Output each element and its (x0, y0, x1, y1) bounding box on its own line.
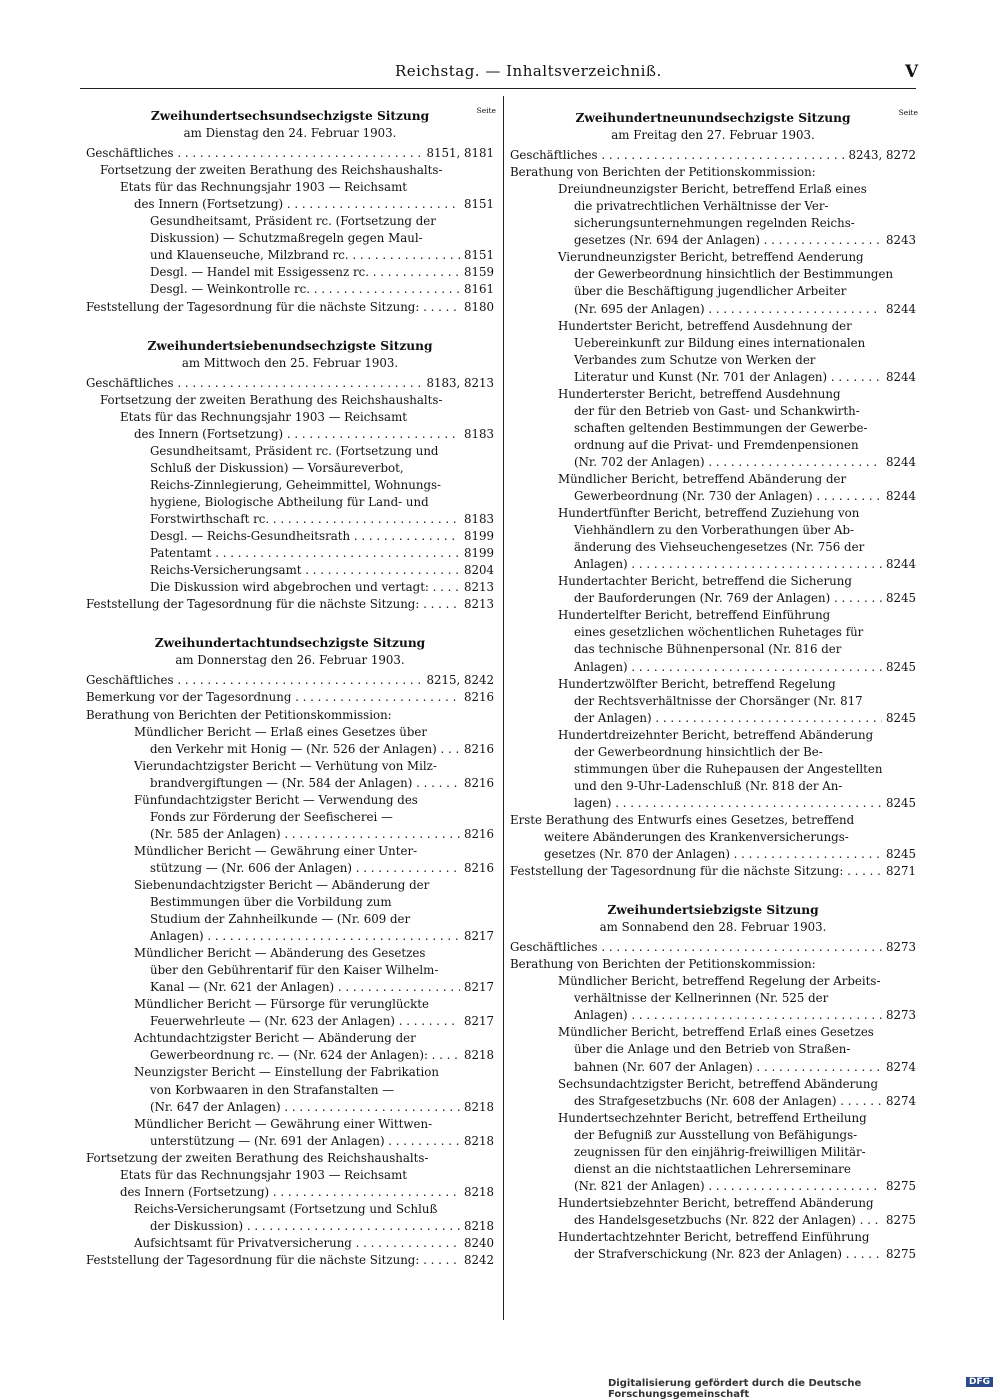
page-reference: 8183 (463, 426, 494, 441)
toc-entry (510, 488, 916, 505)
entry-text: Patentamt . . . (150, 545, 460, 562)
entry-text: unterstützung — (Nr. 691 der Anlagen) . . . (150, 1133, 460, 1150)
entry-text: Reichs-Versicherungsamt . . . (150, 562, 460, 579)
entry-text: Desgl. — Reichs-Gesundheitsrath . . . (150, 528, 460, 545)
toc-entry: Dreiundneunzigster Bericht, betreffend Erlaß eines (558, 182, 867, 197)
entry-text: (Nr. 702 der Anlagen) . . . (574, 454, 882, 471)
entry-text: des Innern (Fortsetzung) . . . (134, 196, 460, 213)
page-reference: 8199 (463, 529, 494, 544)
session-title: Zweihundertneunundsechzigste Sitzung (575, 111, 851, 125)
entry-text: Literatur und Kunst (Nr. 701 der Anlagen) . . . (574, 369, 882, 386)
entry-text: Forstwirthschaft rc. . . . (150, 511, 460, 528)
entry-text: gesetzes (Nr. 870 der Anlagen) . . . (544, 846, 882, 863)
seite-label: Seite (476, 106, 496, 115)
toc-entry: Mündlicher Bericht — Gewährung einer Wittwen- (134, 1116, 433, 1131)
toc-entry (510, 1246, 916, 1263)
entry-text: des Innern (Fortsetzung) . . . (134, 426, 460, 443)
page-reference: 8217 (463, 1014, 494, 1029)
toc-entry: das technische Bühnenpersonal (Nr. 816 der (574, 642, 842, 657)
entry-text: Geschäftliches . . . (510, 939, 882, 956)
toc-entry (510, 454, 916, 471)
toc-entry (510, 710, 916, 727)
entry-text: der Diskussion) . . . (150, 1218, 460, 1235)
toc-entry: Mündlicher Bericht, betreffend Erlaß eines Gesetzes (558, 1025, 874, 1040)
session-section (86, 108, 494, 316)
entry-text: der Anlagen) . . . (574, 710, 882, 727)
session-section (510, 110, 916, 880)
toc-entry (510, 1178, 916, 1195)
page-reference: 8215, 8242 (426, 673, 494, 688)
toc-entry: Reichs-Versicherungsamt (Fortsetzung und Schluß (134, 1201, 438, 1216)
session-section (510, 902, 916, 1263)
page-reference: 8217 (463, 929, 494, 944)
toc-entry: Hundertster Bericht, betreffend Ausdehnung der (558, 318, 852, 333)
toc-entry: Hundertsechzehnter Bericht, betreffend Ertheilung (558, 1110, 867, 1125)
toc-entry: Mündlicher Bericht — Gewährung einer Unter- (134, 843, 418, 858)
toc-entry (510, 1059, 916, 1076)
toc-entry: Fonds zur Förderung der Seefischerei — (150, 809, 393, 824)
page-reference: 8244 (885, 454, 916, 469)
entry-text: (Nr. 821 der Anlagen) . . . (574, 1178, 882, 1195)
toc-entry: sicherungsunternehmungen regelnden Reichs- (574, 216, 855, 231)
entry-text: Bemerkung vor der Tagesordnung . . . (86, 689, 460, 706)
page-reference: 8243, 8272 (848, 148, 916, 163)
entry-text: Feuerwehrleute — (Nr. 623 der Anlagen) . . . (150, 1013, 460, 1030)
entry-text: den Verkehr mit Honig — (Nr. 526 der Anlagen) . . . (150, 741, 460, 758)
toc-entry: von Korbwaaren in den Strafanstalten — (150, 1082, 394, 1097)
page-number: V (905, 62, 919, 82)
toc-entry: Verbandes zum Schutze von Werken der (574, 352, 816, 367)
toc-entry (510, 369, 916, 386)
toc-entry (86, 196, 494, 213)
toc-entry (510, 863, 916, 880)
session-date: am Donnerstag den 26. Februar 1903. (175, 653, 405, 668)
toc-entry: Hundertdreizehnter Bericht, betreffend Abänderung (558, 727, 874, 742)
page-reference: 8275 (885, 1247, 916, 1262)
toc-entry: Fünfundachtzigster Bericht — Verwendung des (134, 792, 418, 807)
toc-entry (86, 1047, 494, 1064)
page-reference: 8218 (463, 1184, 494, 1199)
session-date: am Dienstag den 24. Februar 1903. (183, 126, 397, 141)
session-title: Zweihundertachtundsechzigste Sitzung (154, 636, 426, 651)
toc-entry: Neunzigster Bericht — Einstellung der Fabrikation (134, 1065, 440, 1080)
toc-entry: weitere Abänderungen des Krankenversicherungs- (544, 829, 849, 844)
toc-entry (86, 247, 494, 264)
page-reference: 8245 (885, 710, 916, 725)
toc-entry (510, 846, 916, 863)
toc-entry (510, 232, 916, 249)
page-reference: 8216 (463, 690, 494, 705)
running-header: Reichstag. — Inhaltsverzeichniß. (395, 62, 662, 80)
toc-entry (86, 511, 494, 528)
right-column (510, 110, 916, 1285)
toc-entry: Diskussion) — Schutzmaßregeln gegen Maul- (150, 231, 423, 246)
entry-text: stützung — (Nr. 606 der Anlagen) . . . (150, 860, 460, 877)
page-reference: 8216 (463, 826, 494, 841)
entry-text: des Innern (Fortsetzung) . . . (120, 1184, 460, 1201)
toc-entry: Hundertachtzehnter Bericht, betreffend Einführung (558, 1230, 870, 1244)
toc-entry: Achtundachtzigster Bericht — Abänderung der (134, 1031, 416, 1046)
toc-entry: Mündlicher Bericht — Abänderung des Gesetzes (134, 946, 426, 961)
toc-entry: Vierundachtzigster Bericht — Verhütung von Milz- (134, 758, 437, 773)
entry-text: der Bauforderungen (Nr. 769 der Anlagen) . . . (574, 590, 882, 607)
entry-text: des Handelsgesetzbuchs (Nr. 822 der Anlagen) . . . (574, 1212, 882, 1229)
toc-entry: über den Gebührentarif für den Kaiser Wilhelm- (150, 963, 439, 978)
page-reference: 8180 (463, 299, 494, 314)
entry-text: Geschäftliches . . . (510, 147, 844, 164)
page-reference: 8244 (885, 301, 916, 316)
toc-entry: Hundertzwölfter Bericht, betreffend Regelung (558, 676, 836, 691)
toc-entry (86, 1235, 494, 1252)
toc-entry: Hundertsiebzehnter Bericht, betreffend Abänderung (558, 1195, 874, 1210)
session-date: am Mittwoch den 25. Februar 1903. (181, 355, 399, 370)
page-reference: 8151 (463, 248, 494, 263)
toc-entry: änderung des Viehseuchengesetzes (Nr. 756 der (574, 540, 865, 555)
toc-entry: dienst an die nichtstaatlichen Lehrerseminare (574, 1161, 851, 1176)
toc-entry: Reichs-Zinnlegierung, Geheimmittel, Wohnungs- (150, 477, 442, 492)
page-reference: 8151 (463, 197, 494, 212)
toc-entry: Bestimmungen über die Vorbildung zum (150, 895, 392, 910)
toc-entry: Hundertelfter Bericht, betreffend Einführung (558, 608, 831, 623)
page-reference: 8183, 8213 (426, 375, 494, 390)
dfg-logo: DFG (966, 1377, 993, 1387)
entry-text: Geschäftliches . . . (86, 672, 422, 689)
page-reference: 8218 (463, 1099, 494, 1114)
toc-entry (510, 147, 916, 164)
page-reference: 8244 (885, 369, 916, 384)
page-reference: 8161 (463, 282, 494, 297)
page-reference: 8213 (463, 597, 494, 612)
toc-entry: Fortsetzung der zweiten Berathung des Reichshaushalts- (100, 392, 443, 407)
page-reference: 8151, 8181 (426, 146, 494, 161)
entry-text: Feststellung der Tagesordnung für die nächste Sitzung: . . . (86, 1252, 460, 1269)
toc-entry (86, 596, 494, 613)
toc-entry: Gesundheitsamt, Präsident rc. (Fortsetzung der (150, 214, 436, 229)
toc-entry: zeugnissen für den einjährig-freiwilligen Militär- (574, 1144, 866, 1159)
toc-entry: Berathung von Berichten der Petitionskommission: (510, 165, 816, 180)
toc-entry: verhältnisse der Kellnerinnen (Nr. 525 der (574, 991, 829, 1006)
toc-entry (86, 860, 494, 877)
entry-text: brandvergiftungen — (Nr. 584 der Anlagen) . . . (150, 775, 460, 792)
entry-text: Anlagen) . . . (574, 659, 882, 676)
column-divider (503, 96, 504, 1320)
toc-entry (86, 741, 494, 758)
session-section (86, 338, 494, 614)
session-title: Zweihundertsechsundsechzigste Sitzung (150, 109, 430, 123)
toc-entry: Studium der Zahnheilkunde — (Nr. 609 der (150, 912, 411, 927)
entry-text: Gewerbeordnung (Nr. 730 der Anlagen) . . . (574, 488, 882, 505)
toc-entry (86, 775, 494, 792)
toc-entry (86, 281, 494, 298)
toc-entry (510, 659, 916, 676)
entry-text: Feststellung der Tagesordnung für die nächste Sitzung: . . . (86, 299, 460, 316)
toc-entry: Sechsundachtzigster Bericht, betreffend Abänderung (558, 1076, 879, 1091)
entry-text: und Klauenseuche, Milzbrand rc. . . . (150, 247, 460, 264)
seite-label: Seite (898, 108, 918, 117)
toc-entry (86, 689, 494, 706)
toc-entry: Mündlicher Bericht, betreffend Regelung der Arbeits- (558, 974, 881, 989)
entry-text: lagen) . . . (574, 795, 882, 812)
entry-text: Gewerbeordnung rc. — (Nr. 624 der Anlagen): . . . (150, 1047, 460, 1064)
page-reference: 8199 (463, 546, 494, 561)
toc-entry (86, 1184, 494, 1201)
toc-entry (86, 1099, 494, 1116)
page-reference: 8218 (463, 1048, 494, 1063)
page-reference: 8204 (463, 563, 494, 578)
toc-entry (510, 939, 916, 956)
toc-entry (86, 145, 494, 162)
toc-entry: der Befugniß zur Ausstellung von Befähigungs- (574, 1127, 858, 1142)
page-reference: 8159 (463, 265, 494, 280)
toc-entry (86, 426, 494, 443)
page-reference: 8217 (463, 980, 494, 995)
toc-entry: die privatrechtlichen Verhältnisse der Ver- (574, 199, 829, 214)
toc-entry: Uebereinkunft zur Bildung eines internationalen (574, 335, 866, 350)
page-reference: 8216 (463, 741, 494, 756)
toc-entry (86, 1133, 494, 1150)
toc-entry: über die Anlage und den Betrieb von Straßen- (574, 1042, 851, 1057)
toc-entry (86, 1252, 494, 1269)
toc-entry (86, 528, 494, 545)
page-reference: 8274 (885, 1059, 916, 1074)
page-reference: 8218 (463, 1133, 494, 1148)
page-reference: 8273 (885, 940, 916, 955)
toc-entry: Schluß der Diskussion) — Vorsäureverbot, (150, 460, 404, 475)
page-reference: 8213 (463, 580, 494, 595)
entry-text: Desgl. — Handel mit Essigessenz rc. . . . (150, 264, 460, 281)
toc-entry: Vierundneunzigster Bericht, betreffend Aenderung (558, 250, 864, 265)
toc-entry (510, 795, 916, 812)
toc-entry (510, 1007, 916, 1024)
session-title: Zweihundertsiebenundsechzigste Sitzung (147, 338, 433, 353)
entry-text: gesetzes (Nr. 694 der Anlagen) . . . (574, 232, 882, 249)
toc-entry: schaften geltenden Bestimmungen der Gewerbe- (574, 420, 868, 435)
page-reference: 8240 (463, 1235, 494, 1250)
toc-entry: Etats für das Rechnungsjahr 1903 — Reichsamt (120, 409, 407, 424)
toc-entry: Gesundheitsamt, Präsident rc. (Fortsetzung und (150, 443, 439, 458)
page-reference: 8245 (885, 795, 916, 810)
page-reference: 8245 (885, 847, 916, 862)
toc-entry: der Gewerbeordnung hinsichtlich der Bestimmungen (574, 267, 894, 282)
toc-entry: Mündlicher Bericht — Erlaß eines Gesetzes über (134, 724, 428, 739)
toc-entry: Mündlicher Bericht — Fürsorge für verunglückte (134, 997, 429, 1012)
toc-entry: Viehhändlern zu den Vorberathungen über Ab- (574, 523, 855, 538)
toc-entry (510, 301, 916, 318)
left-column (86, 108, 494, 1291)
toc-entry: der Gewerbeordnung hinsichtlich der Be- (574, 744, 823, 759)
toc-entry: Berathung von Berichten der Petitionskommission: (86, 707, 392, 722)
toc-entry: Etats für das Rechnungsjahr 1903 — Reichsamt (120, 1167, 407, 1182)
session-date: am Freitag den 27. Februar 1903. (611, 128, 815, 143)
toc-entry (510, 556, 916, 573)
entry-text: Anlagen) . . . (574, 556, 882, 573)
toc-entry: ordnung auf die Privat- und Fremdenpensionen (574, 437, 859, 452)
toc-entry (86, 299, 494, 316)
entry-text: (Nr. 695 der Anlagen) . . . (574, 301, 882, 318)
toc-entry: Berathung von Berichten der Petitionskommission: (510, 957, 816, 972)
entry-text: des Strafgesetzbuchs (Nr. 608 der Anlagen) . . . (574, 1093, 882, 1110)
page-reference: 8245 (885, 591, 916, 606)
toc-entry: Erste Berathung des Entwurfs eines Gesetzes, betreffend (510, 812, 855, 827)
page-reference: 8216 (463, 860, 494, 875)
toc-entry: Fortsetzung der zweiten Berathung des Reichshaushalts- (100, 163, 443, 178)
toc-entry (86, 545, 494, 562)
entry-text: Anlagen) . . . (574, 1007, 882, 1024)
toc-entry: Mündlicher Bericht, betreffend Abänderung der (558, 471, 847, 486)
page-reference: 8274 (885, 1093, 916, 1108)
entry-text: Die Diskussion wird abgebrochen und vertagt: . . . (150, 579, 460, 596)
toc-entry (86, 579, 494, 596)
entry-text: Aufsichtsamt für Privatversicherung . . . (134, 1235, 460, 1252)
entry-text: Kanal — (Nr. 621 der Anlagen) . . . (150, 979, 460, 996)
toc-entry (86, 1013, 494, 1030)
toc-entry: Hundertfünfter Bericht, betreffend Zuziehung von (558, 506, 860, 521)
toc-entry: Fortsetzung der zweiten Berathung des Reichshaushalts- (86, 1150, 429, 1165)
toc-entry: Hunderterster Bericht, betreffend Ausdehnung (558, 386, 841, 401)
session-date: am Sonnabend den 28. Februar 1903. (599, 920, 827, 935)
session-section (86, 635, 494, 1269)
header-rule (80, 88, 916, 89)
toc-entry (86, 826, 494, 843)
entry-text: der Strafverschickung (Nr. 823 der Anlagen) . . . (574, 1246, 882, 1263)
toc-entry (86, 979, 494, 996)
page-reference: 8273 (885, 1008, 916, 1023)
entry-text: (Nr. 585 der Anlagen) . . . (150, 826, 460, 843)
toc-entry (86, 928, 494, 945)
toc-entry: der für den Betrieb von Gast- und Schankwirth- (574, 403, 860, 418)
entry-text: Feststellung der Tagesordnung für die nächste Sitzung: . . . (86, 596, 460, 613)
page-reference: 8243 (885, 233, 916, 248)
entry-text: (Nr. 647 der Anlagen) . . . (150, 1099, 460, 1116)
toc-entry: Etats für das Rechnungsjahr 1903 — Reichsamt (120, 180, 407, 195)
page-reference: 8271 (885, 864, 916, 879)
page-reference: 8275 (885, 1178, 916, 1193)
toc-entry: Hundertachter Bericht, betreffend die Sicherung (558, 574, 852, 589)
page-reference: 8218 (463, 1218, 494, 1233)
toc-entry: stimmungen über die Ruhepausen der Angestellten (574, 761, 883, 776)
toc-entry: über die Beschäftigung jugendlicher Arbeiter (574, 284, 847, 299)
page-reference: 8275 (885, 1212, 916, 1227)
toc-entry (86, 672, 494, 689)
toc-entry: Siebenundachtzigster Bericht — Abänderung der (134, 877, 430, 892)
toc-entry (510, 1212, 916, 1229)
entry-text: Geschäftliches . . . (86, 145, 422, 162)
toc-entry (86, 264, 494, 281)
entry-text: Desgl. — Weinkontrolle rc. . . . (150, 281, 460, 298)
footer-credit: Digitalisierung gefördert durch die Deutsche Forschungsgemeinschaft (608, 1378, 862, 1400)
session-title: Zweihundertsiebzigste Sitzung (607, 903, 819, 918)
page-reference: 8245 (885, 659, 916, 674)
toc-entry (86, 1218, 494, 1235)
toc-entry (86, 562, 494, 579)
toc-entry: hygiene, Biologische Abtheilung für Land- und (150, 494, 429, 509)
toc-entry: der Rechtsverhältnisse der Chorsänger (Nr. 817 (574, 693, 863, 708)
page-reference: 8183 (463, 512, 494, 527)
page-reference: 8244 (885, 557, 916, 572)
entry-text: Geschäftliches . . . (86, 375, 422, 392)
entry-text: bahnen (Nr. 607 der Anlagen) . . . (574, 1059, 882, 1076)
toc-entry (510, 590, 916, 607)
toc-entry: eines gesetzlichen wöchentlichen Ruhetages für (574, 625, 864, 640)
page-reference: 8242 (463, 1253, 494, 1267)
toc-entry (510, 1093, 916, 1110)
entry-text: Anlagen) . . . (150, 928, 460, 945)
toc-entry (86, 375, 494, 392)
page-reference: 8244 (885, 489, 916, 504)
entry-text: Feststellung der Tagesordnung für die nächste Sitzung: . . . (510, 863, 882, 880)
page-reference: 8216 (463, 775, 494, 790)
toc-entry: und den 9-Uhr-Ladenschluß (Nr. 818 der An- (574, 778, 843, 793)
